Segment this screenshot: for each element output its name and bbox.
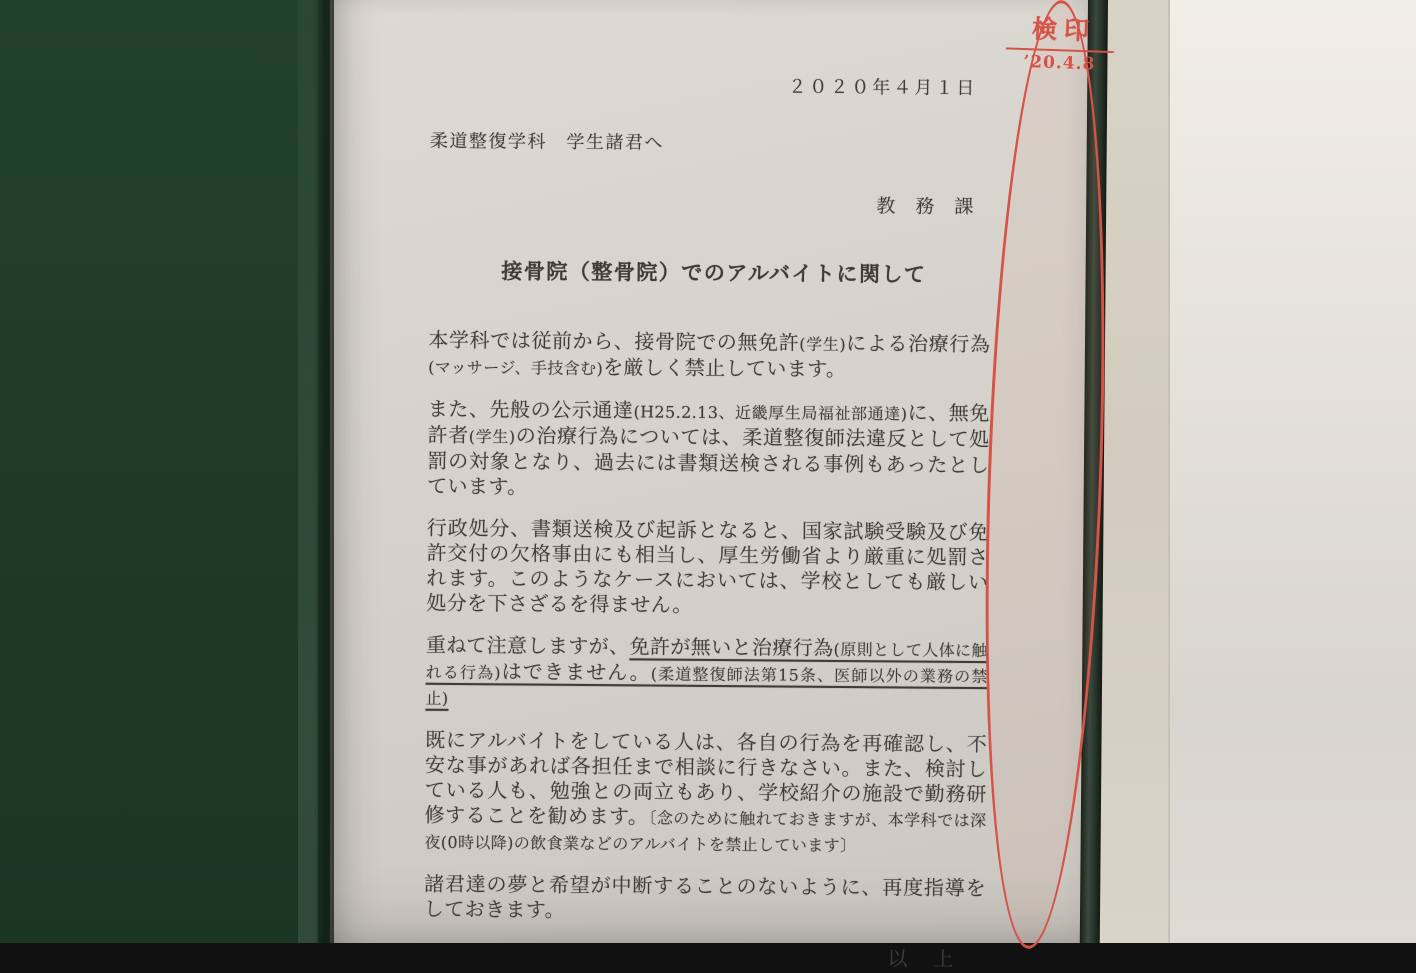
paragraph-segment: (マッサージ、手技含む) [428, 357, 604, 379]
paragraph-segment: に、無免許者 [427, 400, 990, 448]
paragraph [426, 516, 989, 620]
paragraph-segment: 諸君達の夢と希望が中断することのないように、再度指導をしておきます。 [423, 871, 987, 922]
white-wall [1168, 0, 1416, 943]
paragraph [424, 872, 986, 926]
paragraph [425, 633, 988, 715]
paragraph-segment: の治療行為については、柔道整復師法違反として処罰の対象となり、過去には書類送検される事例もあったとしています。 [427, 423, 990, 499]
paragraph-segment: 本学科では従前から、接骨院での無免許 [428, 327, 800, 355]
paragraph-segment: (学生) [468, 427, 516, 447]
paragraph-segment: による治療行為 [845, 331, 991, 357]
frame-side-beige [1098, 0, 1170, 943]
paragraph-segment: 〔念のために触れておきますが、本学科では深夜(0時以降)の飲食業などのアルバイトを禁止しています〕 [424, 808, 987, 856]
stamp-date: ’20.4.8 [1022, 51, 1096, 75]
paper-left-shadow [314, 0, 334, 943]
paragraph [424, 728, 987, 859]
notice-content [323, 0, 1102, 971]
notice-title: 接骨院（整骨院）でのアルバイトに関して [501, 258, 927, 287]
document-body [424, 328, 991, 926]
sender-line: 教 務 課 [876, 195, 981, 219]
paragraph-segment: 既にアルバイトをしている人は、各自の行為を再確認し、不安な事があれば各担任まで相談に行きなさい。また、検討している人も、勉強との両立もあり、学校紹介の施設で勤務研修することを勧めます。 [424, 727, 988, 829]
paragraph-segment: (原則として人体に触れる行為) [425, 639, 988, 683]
paragraph-segment: (柔道整復師法第15条、医師以外の業務の禁止) [425, 664, 988, 708]
paragraph-segment: 免許が無いと治療行為 [629, 634, 834, 660]
notice-paper [330, 0, 1102, 971]
paragraph [427, 397, 990, 503]
paragraph-segment: を厳しく禁止しています。 [603, 355, 847, 382]
stamp-label: 検印 [1031, 14, 1097, 46]
addressee-line: 柔道整復学科 学生諸君へ [429, 130, 664, 154]
paragraph [428, 328, 990, 384]
closing-line: 以 上 [887, 946, 957, 971]
green-wall [0, 0, 334, 943]
date-line: ２０２０年４月１日 [788, 76, 978, 100]
paragraph-segment: (学生) [799, 334, 847, 355]
paragraph-segment: 重ねて注意しますが、 [425, 632, 630, 659]
paragraph-segment: また、先般の公示通達 [427, 396, 634, 423]
paragraph-segment: (H25.2.13、近畿厚生局福祉部通達) [633, 402, 908, 424]
paragraph-segment: はできません。 [500, 659, 651, 685]
paragraph-segment: 行政処分、書類送検及び起訴となると、国家試験受験及び免許交付の欠格事由にも相当し、厚生労働省より厳重に処罰されます。このようなケースにおいては、学校としても厳しい処分を下さざるを得ません。 [426, 515, 989, 617]
